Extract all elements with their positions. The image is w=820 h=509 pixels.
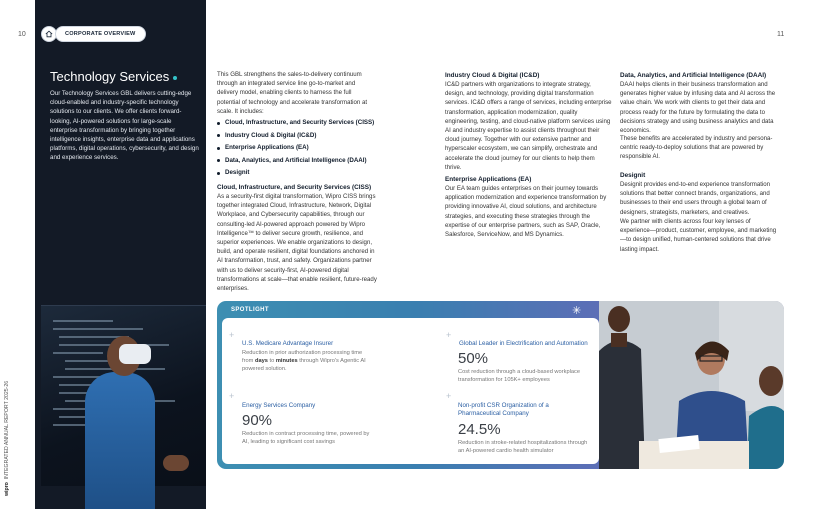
person-hand [163,455,189,471]
page-title [50,69,177,84]
list-item: Designit [217,167,387,180]
ea-heading: Enterprise Applications (EA) [445,176,532,183]
list-item: Data, Analytics, and Artificial Intelligence (DAAI) [217,155,387,168]
list-item: Enterprise Applications (EA) [217,142,387,155]
spotlight-label: SPOTLIGHT [231,307,269,313]
service-line-list [217,117,387,180]
plus-icon: + [229,391,235,401]
spotlight-card-heading: Energy Services Company [242,402,316,409]
wipro-logo: wipro [4,482,10,496]
intro-body: Our Technology Services GBL delivers cutting-edge cloud-enabled and industry-specific technology solutions to our clients. We offer clients forward-looking, AI-powered solutions for large-scale enterprise transformation by bringing together intelligence insights, enterprise data and applications platforms, digital operations, cybersecurity, and design and experience services. [50,90,199,162]
spotlight-card-heading: U.S. Medicare Advantage Insurer [242,340,334,347]
designit-heading: Designit [620,172,646,179]
team-photo-illustration [599,301,784,469]
spotlight-card-heading: Global Leader in Electrification and Automation [459,340,588,347]
icd-heading: Industry Cloud & Digital (IC&D) [445,72,540,79]
daai-body-2: These benefits are accelerated by industry and persona-centric ready-to-deploy solutions that are powered by responsible AI. [620,135,773,161]
page-title-text: Technology Services [50,69,170,84]
ciss-heading: Cloud, Infrastructure, and Security Services (CISS) [217,184,372,191]
spotlight-card-value: 24.5% [458,421,501,438]
list-item: Industry Cloud & Digital (IC&D) [217,130,387,143]
daai-heading: Data, Analytics, and Artificial Intelligence (DAAI) [620,72,767,79]
sparkle-icon: ✳ [572,305,582,317]
ciss-body: As a security-first digital transformation, Wipro CISS brings together integrated Cloud, Infrastructure, Network, Digital Workplace, and Cybersecurity capabilities, through our consulting-led AI-powered approach powered by Wipro Intelligence™ to deliver secure growth, resilience, and superior experiences. We enable organizations to design, build, and operate resilient, digital foundations anchored in AI transformation, trust, and safety. Organizations partner with us to deliver security-first, AI-powered digital transformations at scale—that enable resilient, future-ready enterprises. [217,193,377,293]
spotlight-card-description: Cost reduction through a cloud-based workplace transformation for 105K+ employees [458,369,581,384]
designit-body-2: We partner with clients across four key lenses of experience—product, customer, employee, and marketing—to design unified, human-centered solutions that drive lasting impact. [620,218,777,253]
spotlight-card-description: Reduction in contract processing time, powered by AI, leading to significant cost savings [242,431,370,446]
plus-icon: + [446,391,452,401]
home-icon [45,30,53,38]
accent-dot-icon [173,76,177,80]
team-collaboration-photo [599,301,784,469]
plus-icon: + [229,330,235,340]
person-figure [85,372,155,509]
page-number-right: 11 [777,31,785,38]
report-vertical-label [4,366,14,496]
spotlight-card-value: 90% [242,412,273,429]
spotlight-card-heading: Non-profit CSR Organization of a Pharmaceutical Company [458,402,549,418]
section-pill-corporate-overview[interactable]: CORPORATE OVERVIEW [55,26,146,42]
icd-body: IC&D partners with organizations to integrate strategy, design, and technology, providing digital transformation services. IC&D offers a range of services, including enterprise transformation, application modernization, quality engineering, testing, and cloud-native platform services using AI and industry expertise to assist clients throughout their cloud journey. Together with our extensive partner and hyperscaler ecosystem, we can simplify, orchestrate and accelerate the cloud journey for our clients to help them thrive. [445,81,612,171]
report-title: INTEGRATED ANNUAL REPORT 2025-26 [4,380,10,480]
spotlight-card-description: Reduction in prior authorization processing time from days to minutes through Wipro's Agentic AI powered solution. [242,350,366,373]
spotlight-card-description: Reduction in stroke-related hospitalizations through an AI-powered cardio health simulator [458,440,588,455]
designit-body: Designit provides end-to-end experience transformation solutions that better connect brands, organizations, and businesses to their end users through a global team of designers, strategists, marketers, and creatives. [620,181,771,216]
gbl-intro-paragraph: This GBL strengthens the sales-to-delivery continuum through an integrated service line go-to-market and delivery model, enabling clients to harness the full potential of technology and accelerate transformation at scale. It includes: [217,71,368,115]
daai-body: DAAI helps clients in their business transformation and generates higher value by infusing data and AI across the value chain. We work with clients to get their data and process ready for the future by formulating the data to decisions strategy and using business analytics and data economics. [620,81,776,135]
plus-icon: + [446,330,452,340]
spotlight-card-value: 50% [458,350,489,367]
page-number-left: 10 [18,31,26,38]
vr-headset [119,344,151,364]
list-item: Cloud, Infrastructure, and Security Services (CISS) [217,117,387,130]
ea-body: Our EA team guides enterprises on their journey towards application modernization and experience transformation by providing innovative AI, cloud solutions, and architecture strategies, and executing these strategies through the expertise of our enterprise partners, such as SAP, Oracle, Salesforce, ServiceNow, and MS Dynamics. [445,185,607,239]
